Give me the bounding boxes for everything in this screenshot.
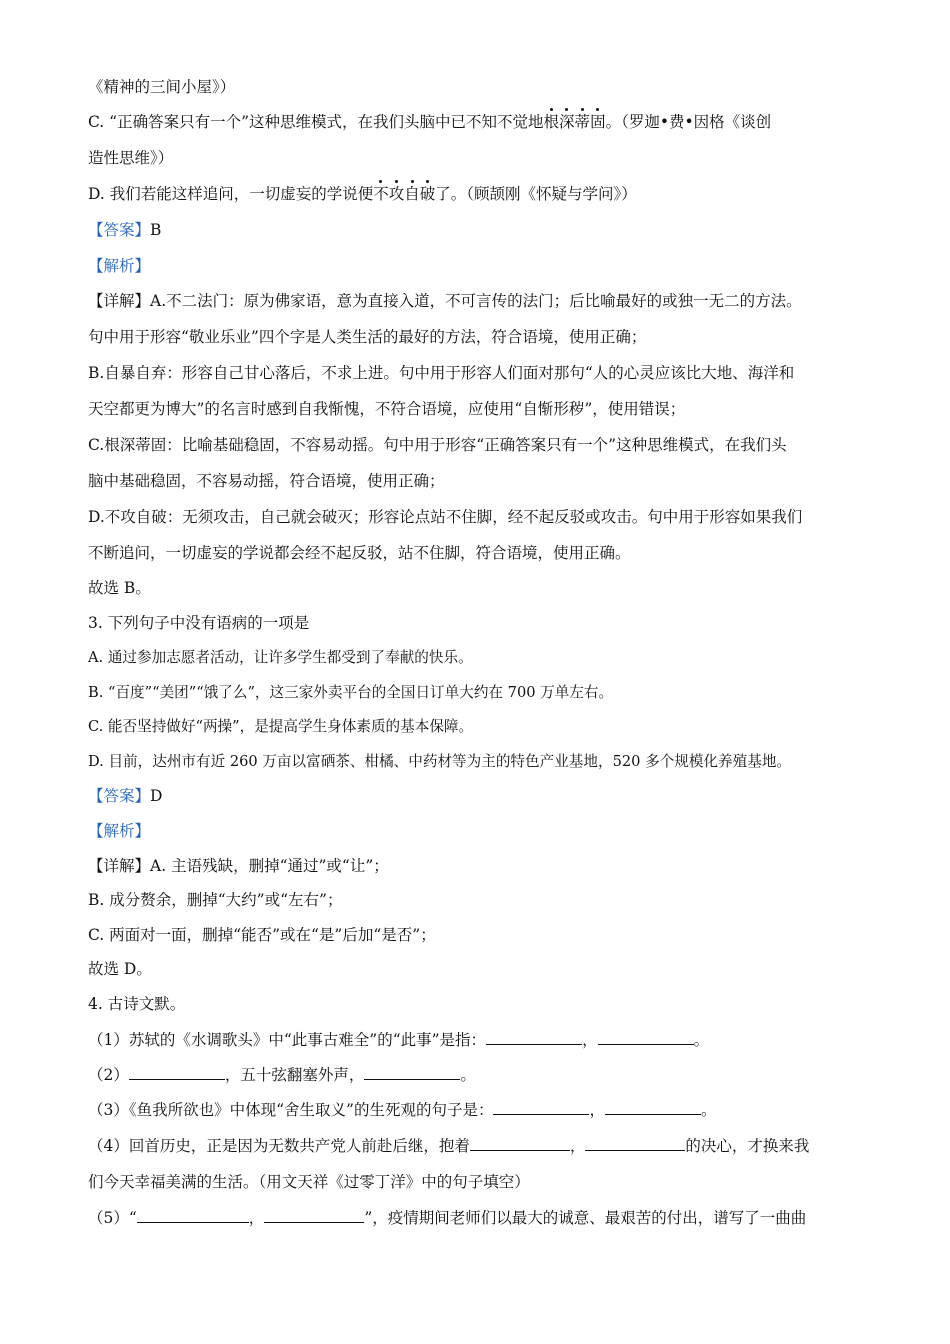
text-line: 造性思维》）: [88, 149, 174, 167]
text-line: B.自暴自弃：形容自己甘心落后，不求上进。句中用于形容人们面对那句“人的心灵应该比大地、海洋和: [88, 364, 795, 382]
answer-blank[interactable]: [486, 1030, 582, 1045]
detail-line: 【详解】A. 主语残缺，删掉“通过”或“让”；: [88, 857, 389, 875]
emphasis-char: 根: [543, 113, 560, 131]
emphasis-char: 蒂: [574, 113, 591, 131]
fill-item-3: （3）《鱼我所欲也》中体现“舍生取义”的生死观的句子是： ， 。: [88, 1101, 717, 1119]
fill-item-4: （4）回首历史，正是因为无数共产党人前赴后继，抱着 ， 的决心，才换来我: [88, 1137, 810, 1155]
fill-item-2: （2） ，五十弦翻塞外声， 。: [88, 1066, 476, 1084]
answer-blank[interactable]: [605, 1100, 701, 1115]
answer-blank[interactable]: [585, 1136, 685, 1151]
option-c-line: C. “正确答案只有一个”这种思维模式，在我们头脑中已不知不觉地根深蒂固。（罗迦•费•因格《谈创: [88, 113, 772, 131]
question-4: 4. 古诗文默。: [88, 995, 186, 1013]
detail-line: 【详解】A.不二法门：原为佛家语，意为直接入道，不可言传的法门；后比喻最好的或独一无二的方法。: [88, 292, 802, 310]
answer-blank[interactable]: [598, 1030, 694, 1045]
emphasis-char: 不: [373, 185, 389, 203]
text-line: 天空都更为博大”的名言时感到自我惭愧，不符合语境，应使用“自惭形秽”，使用错误；: [88, 400, 686, 418]
option-c: C. 能否坚持做好“两操”，是提高学生身体素质的基本保障。: [88, 718, 474, 735]
answer-tag: 【答案】: [88, 221, 151, 239]
text-line: 《精神的三间小屋》）: [88, 78, 236, 96]
question-3: 3. 下列句子中没有语病的一项是: [88, 614, 310, 632]
option-b: B. “百度”“美团”“饿了么”，这三家外卖平台的全国日订单大约在 700 万单左右。: [88, 684, 614, 701]
emphasis-char: 固: [590, 113, 606, 131]
answer-blank[interactable]: [129, 1065, 225, 1080]
detail-tag: 【详解】: [88, 292, 151, 310]
fill-item-1: （1）苏轼的《水调歌头》中“此事古难全”的“此事”是指： ， 。: [88, 1031, 710, 1049]
text-line: D.不攻自破：无须攻击，自己就会破灭；形容论点站不住脚，经不起反驳或攻击。句中用于形容如果我们: [88, 508, 803, 526]
answer-blank[interactable]: [364, 1065, 460, 1080]
answer-value: D: [150, 787, 163, 805]
text-line: 脑中基础稳固，不容易动摇，符合语境，使用正确；: [88, 472, 445, 490]
conclusion: 故选 D。: [88, 960, 152, 978]
conclusion: 故选 B。: [88, 579, 151, 597]
text-line: 句中用于形容“敬业乐业”四个字是人类生活的最好的方法，符合语境，使用正确；: [88, 328, 647, 346]
text-line: 们今天幸福美满的生活。（用文天祥《过零丁洋》中的句子填空）: [88, 1173, 530, 1191]
emphasis-char: 深: [559, 113, 575, 131]
answer-blank[interactable]: [137, 1208, 249, 1223]
text-line: 不断追问，一切虚妄的学说都会经不起反驳，站不住脚，符合语境，使用正确。: [88, 544, 631, 562]
emphasis-char: 自: [404, 185, 420, 203]
answer-line: [88, 219, 161, 241]
emphasis-char: 破: [419, 185, 436, 203]
answer-tag: 【答案】: [88, 787, 151, 805]
answer-value: B: [150, 221, 162, 239]
answer-line: [88, 785, 162, 807]
text-line: C.根深蒂固：比喻基础稳固，不容易动摇。句中用于形容“正确答案只有一个”这种思维模式，在我们头: [88, 436, 787, 454]
emphasis-char: 攻: [388, 185, 405, 203]
option-a: A. 通过参加志愿者活动，让许多学生都受到了奉献的快乐。: [88, 649, 473, 666]
answer-blank[interactable]: [470, 1136, 570, 1151]
fill-item-5: （5）“ ， ”，疫情期间老师们以最大的诚意、最艰苦的付出，谱写了一曲曲: [88, 1209, 807, 1227]
option-d-line: D. 我们若能这样追问，一切虚妄的学说便不攻自破了。（顾颉刚《怀疑与学问》）: [88, 185, 637, 203]
text-line: C. 两面对一面，删掉“能否”或在“是”后加“是否”；: [88, 926, 436, 944]
answer-blank[interactable]: [493, 1100, 589, 1115]
option-d: D. 目前，达州市有近 260 万亩以富硒茶、柑橘、中药材等为主的特色产业基地，520 多个规模化养殖基地。: [88, 753, 792, 770]
analysis-tag: 【解析】: [88, 257, 151, 275]
analysis-tag: 【解析】: [88, 822, 151, 840]
answer-blank[interactable]: [264, 1208, 364, 1223]
text-line: B. 成分赘余，删掉“大约”或“左右”；: [88, 891, 343, 909]
detail-tag: 【详解】: [88, 857, 151, 875]
